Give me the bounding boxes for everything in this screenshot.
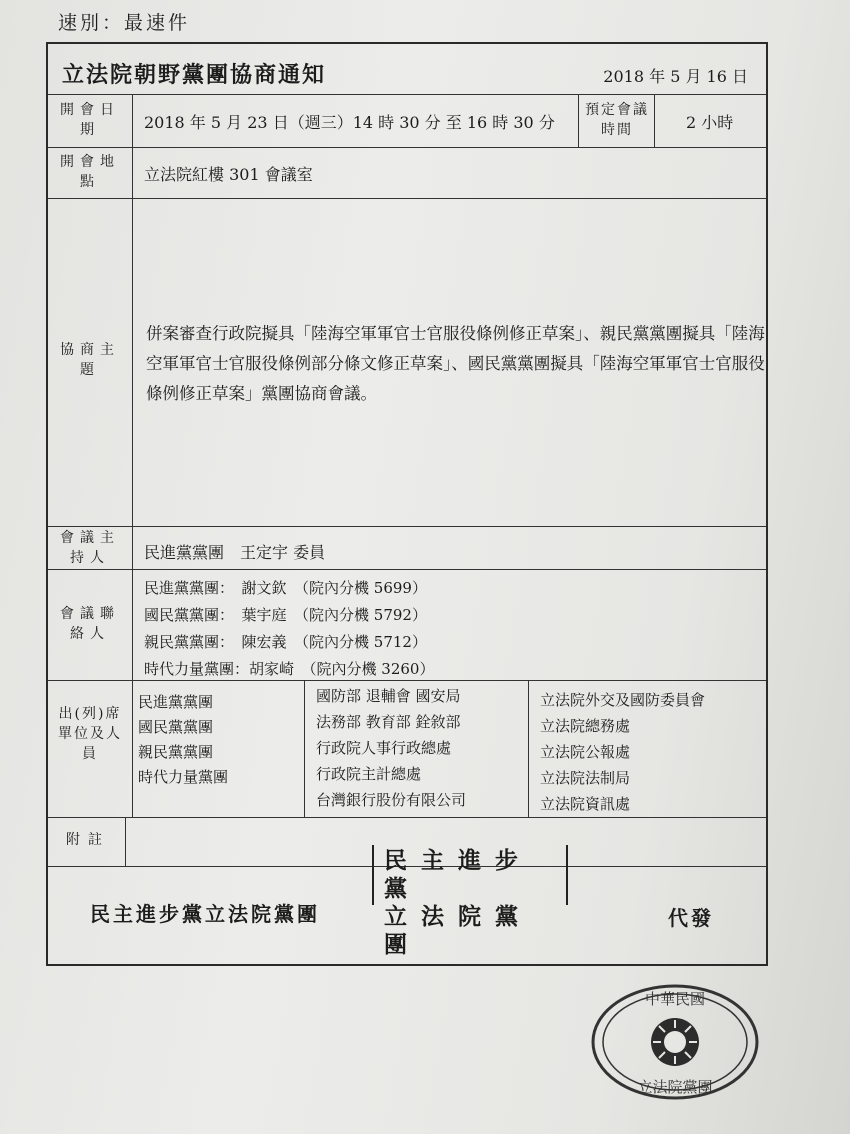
attendee-office: 立法院公報處: [540, 743, 631, 761]
attendee-agency: 行政院主計總處: [316, 765, 422, 783]
attendee-party: 親民黨黨團: [138, 743, 214, 761]
issue-date: 2018 年 5 月 16 日: [603, 67, 748, 86]
attendee-party: 時代力量黨團: [138, 768, 229, 786]
attendee-party: 國民黨黨團: [138, 718, 214, 736]
contacts-label: 會議聯絡人: [60, 606, 120, 642]
attendee-office: 立法院資訊處: [540, 795, 631, 813]
svg-text:中華民國: 中華民國: [644, 990, 706, 1008]
subject-label: 協商主題: [60, 342, 120, 378]
attendees-label: 出(列)席單位及人員: [58, 706, 122, 762]
notice-title: 立法院朝野黨團協商通知: [62, 62, 327, 88]
attendee-agency: 法務部 教育部 銓敘部: [316, 713, 461, 731]
attendee-office: 立法院法制局: [540, 769, 631, 787]
contact-line: 時代力量黨團：胡家崎 （院內分機 3260）: [144, 660, 435, 678]
party-stamp: 民主進步黨 立法院黨團: [372, 845, 568, 905]
attendee-party: 民進黨黨團: [138, 693, 214, 711]
host-value: 民進黨黨團 王定宇 委員: [144, 543, 326, 562]
contact-line: 親民黨黨團： 陳宏義 （院內分機 5712）: [144, 633, 427, 651]
host-label: 會議主持人: [60, 530, 120, 566]
attendee-agency: 台灣銀行股份有限公司: [316, 791, 467, 809]
duration-label: 預定會議時間: [585, 102, 649, 138]
attendee-office: 立法院總務處: [540, 717, 631, 735]
meeting-date-value: 2018 年 5 月 23 日（週三）14 時 30 分 至 16 時 30 分: [144, 113, 555, 132]
location-label: 開會地點: [60, 154, 120, 190]
notice-table: [46, 42, 768, 966]
proxy-label: 代發: [668, 906, 714, 930]
remarks-label: 附註: [66, 832, 110, 848]
legislative-yuan-seal-icon: [590, 980, 760, 1100]
attendee-agency: 國防部 退輔會 國安局: [316, 687, 461, 705]
contact-line: 民進黨黨團： 謝文欽 （院內分機 5699）: [144, 579, 427, 597]
duration-value: 2 小時: [686, 113, 734, 132]
meeting-date-label: 開會日期: [60, 102, 120, 138]
contact-line: 國民黨黨團： 葉宇庭 （院內分機 5792）: [144, 606, 427, 624]
urgency-label: 速別：最速件: [58, 12, 191, 34]
issuer-name: 民主進步黨立法院黨團: [90, 902, 320, 926]
attendee-office: 立法院外交及國防委員會: [540, 691, 706, 709]
location-value: 立法院紅樓 301 會議室: [144, 165, 313, 184]
subject-text: 併案審查行政院擬具「陸海空軍軍官士官服役條例修正草案」、親民黨黨團擬具「陸海空軍軍官士官服役條例部分條文修正草案」、國民黨黨團擬具「陸海空軍軍官士官服役條例修正草案」黨團協商會議。: [146, 324, 765, 403]
svg-text:立法院黨團: 立法院黨團: [637, 1078, 713, 1096]
attendee-agency: 行政院人事行政總處: [316, 739, 452, 757]
